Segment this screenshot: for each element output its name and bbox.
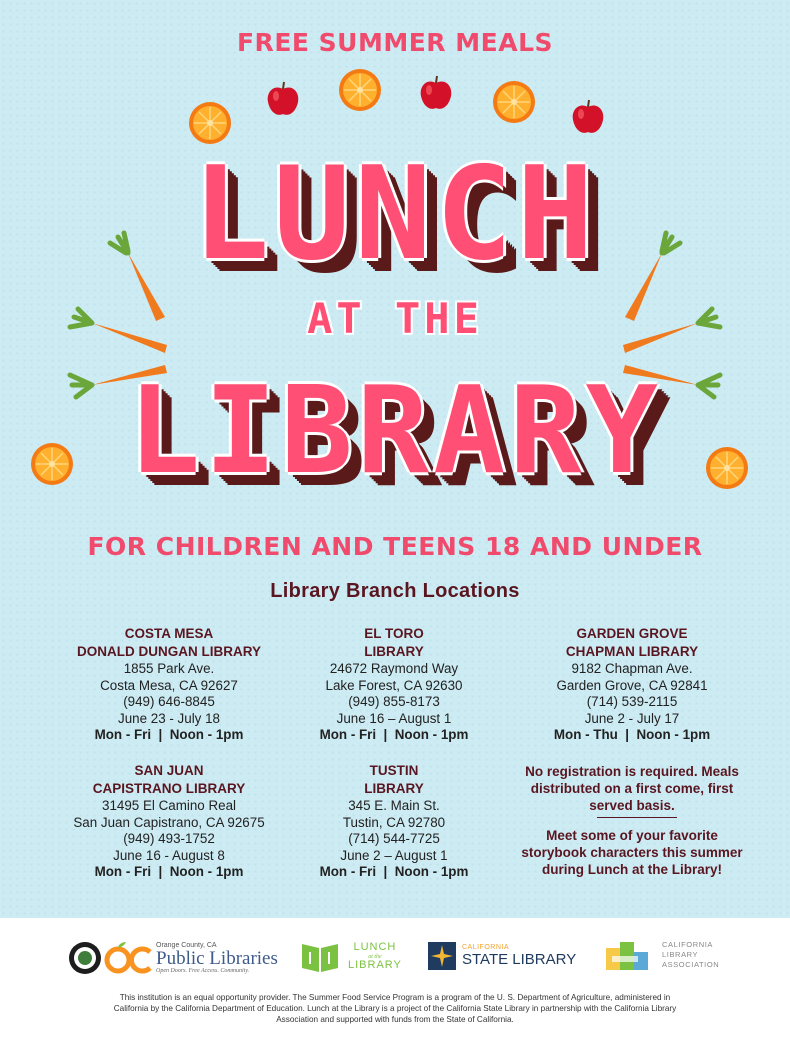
location-name: COSTA MESA xyxy=(124,626,214,641)
location-dates: June 2 - July 17 xyxy=(584,710,680,726)
ocpl-small: Orange County, CA xyxy=(156,942,217,949)
location-dates: June 16 – August 1 xyxy=(336,710,452,726)
location-address: 9182 Chapman Ave. xyxy=(571,661,693,676)
location-branch: CAPISTRANO LIBRARY xyxy=(92,781,246,796)
location-dates: June 23 - July 18 xyxy=(118,710,220,726)
orange-slice-icon xyxy=(188,101,232,145)
ocpl-logo[interactable] xyxy=(68,940,278,976)
disclaimer-text: This institution is an equal opportunity provider. The Summer Food Service Program is a program of the U. S. Department of Agriculture, administered in California by the California Department of Education. Lunch at the Library is a project of the California State Library in partnership with the California Library Association and supported with funds from the State of California. xyxy=(113,993,677,1024)
characters-note: Meet some of your favorite storybook characters this summer during Lunch at the Library! xyxy=(521,828,743,877)
csl-small: CALIFORNIA xyxy=(462,944,510,952)
location-dates: June 2 – August 1 xyxy=(340,847,448,863)
location-address: 31495 El Camino Real xyxy=(102,798,236,813)
title-lunch: LUNCH xyxy=(192,140,598,289)
location-branch: DONALD DUNGAN LIBRARY xyxy=(77,644,261,659)
lunch-at-the-library-logo[interactable] xyxy=(300,940,402,974)
county-seal-icon xyxy=(68,941,102,975)
apple-icon xyxy=(264,80,302,118)
location-hours: Mon - Thu | Noon - 1pm xyxy=(553,727,711,742)
location-dates: June 16 - August 8 xyxy=(113,847,225,863)
locations-title: Library Branch Locations xyxy=(270,580,520,602)
footer-logos xyxy=(0,930,790,986)
apple-icon xyxy=(569,98,607,136)
divider xyxy=(597,817,677,818)
location-branch: LIBRARY xyxy=(364,781,424,796)
location-garden-grove xyxy=(512,625,752,744)
lunch-logo-line3: LIBRARY xyxy=(348,959,402,972)
oc-mark-icon xyxy=(104,940,154,976)
audience-heading: FOR CHILDREN AND TEENS 18 AND UNDER xyxy=(87,532,703,561)
location-costa-mesa xyxy=(49,625,289,744)
orange-slice-icon xyxy=(338,68,382,112)
location-phone[interactable]: (714) 544-7725 xyxy=(348,831,440,846)
location-el-toro xyxy=(274,625,514,744)
location-hours: Mon - Fri | Noon - 1pm xyxy=(319,864,469,879)
csl-name: STATE LIBRARY xyxy=(462,950,577,968)
location-san-juan-capistrano xyxy=(49,762,289,881)
location-hours: Mon - Fri | Noon - 1pm xyxy=(94,727,244,742)
cla-line2: LIBRARY xyxy=(662,950,699,960)
lunch-logo-line1: LUNCH xyxy=(353,941,397,954)
location-phone[interactable]: (949) 855-8173 xyxy=(348,694,440,709)
california-library-association-logo[interactable] xyxy=(606,938,719,972)
location-branch: LIBRARY xyxy=(364,644,424,659)
registration-note: No registration is required. Meals distributed on a first come, first served basis. xyxy=(525,764,739,813)
title-library: LIBRARY xyxy=(128,362,662,501)
location-branch: CHAPMAN LIBRARY xyxy=(565,644,699,659)
location-hours: Mon - Fri | Noon - 1pm xyxy=(94,864,244,879)
cla-line1: CALIFORNIA xyxy=(662,940,714,950)
lunch-logo-line2: at the xyxy=(368,953,382,960)
location-address: 345 E. Main St. xyxy=(348,798,440,813)
orange-slice-icon xyxy=(492,80,536,124)
location-phone[interactable]: (949) 646-8845 xyxy=(123,694,215,709)
location-tustin xyxy=(274,762,514,881)
location-name: SAN JUAN xyxy=(134,763,204,778)
kicker-heading: FREE SUMMER MEALS xyxy=(236,28,554,57)
location-name: EL TORO xyxy=(364,626,424,641)
state-library-star-icon xyxy=(428,942,456,970)
location-phone[interactable]: (949) 493-1752 xyxy=(123,831,215,846)
location-city: San Juan Capistrano, CA 92675 xyxy=(73,814,265,830)
ocpl-tagline: Open Doors. Free Access. Community. xyxy=(156,968,250,974)
ocpl-name: Public Libraries xyxy=(156,948,278,969)
book-icon xyxy=(300,940,340,974)
location-city: Garden Grove, CA 92841 xyxy=(556,677,708,693)
location-address: 24672 Raymond Way xyxy=(329,661,459,676)
california-state-library-logo[interactable] xyxy=(428,942,576,970)
location-phone[interactable]: (714) 539-2115 xyxy=(586,694,678,709)
location-city: Lake Forest, CA 92630 xyxy=(325,677,463,693)
location-name: GARDEN GROVE xyxy=(576,626,688,641)
cla-mark-icon xyxy=(606,938,658,972)
location-hours: Mon - Fri | Noon - 1pm xyxy=(319,727,469,742)
location-name: TUSTIN xyxy=(369,763,419,778)
cla-line3: ASSOCIATION xyxy=(662,959,720,969)
location-address: 1855 Park Ave. xyxy=(123,661,215,676)
apple-icon xyxy=(417,74,455,112)
location-city: Costa Mesa, CA 92627 xyxy=(100,677,238,693)
location-city: Tustin, CA 92780 xyxy=(342,814,446,830)
title-at-the: AT THE xyxy=(307,294,483,343)
